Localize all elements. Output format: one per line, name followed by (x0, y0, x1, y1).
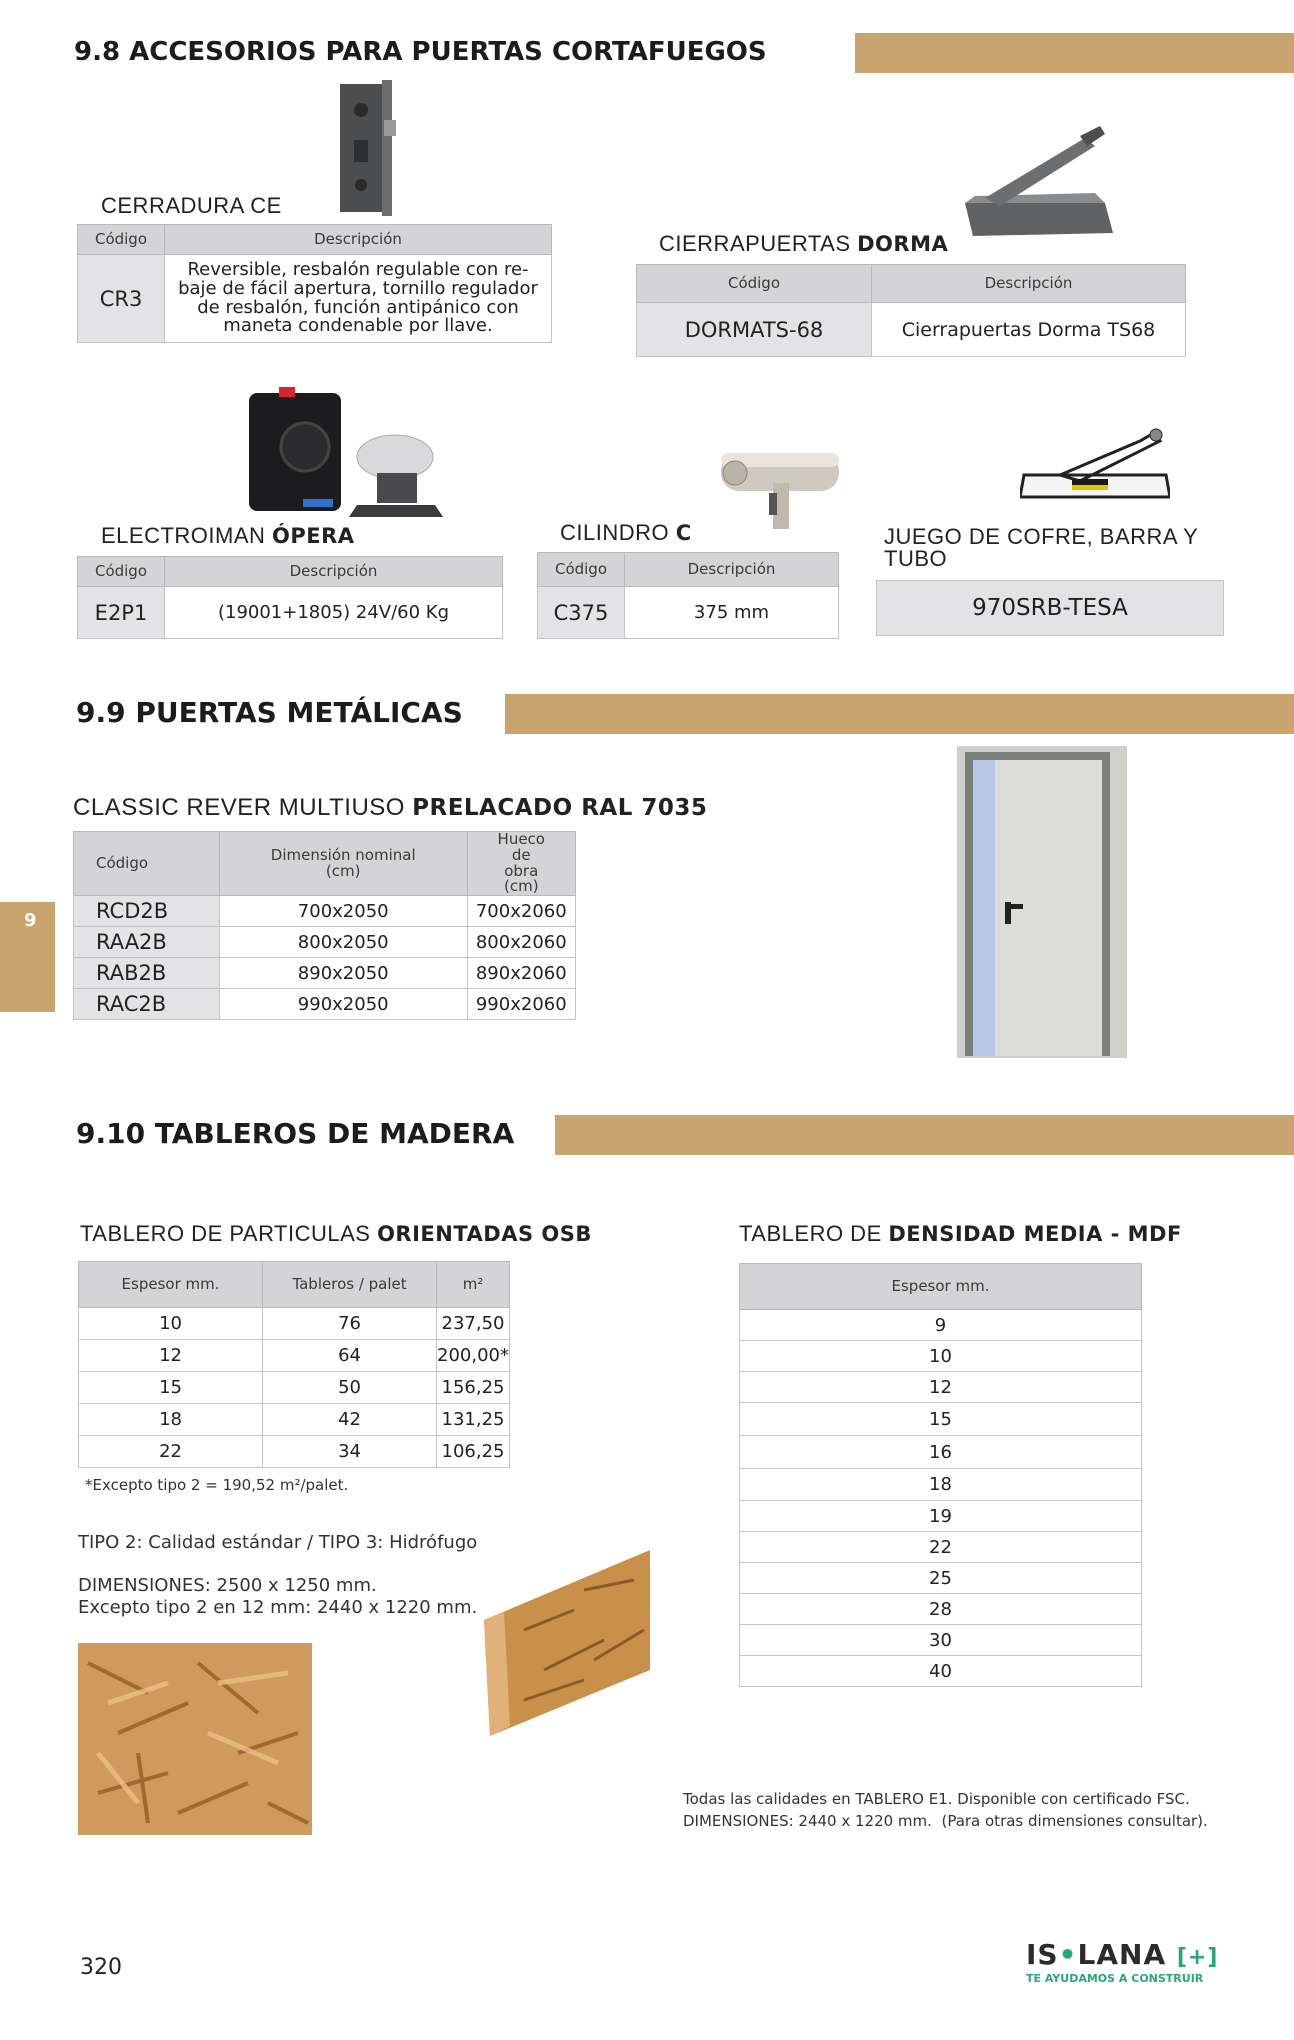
product-title-osb: TABLERO DE PARTICULAS ORIENTADAS OSB (80, 1221, 592, 1246)
espesor-cell: 22 (740, 1532, 1142, 1563)
table-cierrapuertas (636, 264, 1186, 357)
osb-dimensions-2: Excepto tipo 2 en 12 mm: 2440 x 1220 mm. (78, 1597, 478, 1618)
espesor-cell: 10 (740, 1341, 1142, 1372)
product-title-electroiman: ELECTROIMAN ÓPERA (101, 523, 355, 548)
col-header-desc: Descripción (165, 557, 503, 587)
hueco-cell: 990x2060 (467, 989, 575, 1020)
col-header-espesor: Espesor mm. (79, 1262, 263, 1308)
product-title-cierrapuertas: CIERRAPUERTAS DORMA (659, 231, 949, 256)
table-row (74, 958, 576, 989)
hueco-cell: 800x2060 (467, 927, 575, 958)
brand-logo (1026, 1938, 1226, 1988)
espesor-cell: 15 (740, 1403, 1142, 1436)
electromagnet-image (245, 387, 445, 527)
col-header-code: Código (538, 553, 625, 587)
espesor-cell: 18 (79, 1404, 263, 1436)
table-osb (78, 1261, 510, 1468)
mdf-note-1: Todas las calidades en TABLERO E1. Disponible con certificado FSC. (683, 1790, 1190, 1808)
col-header-desc: Descripción (872, 265, 1186, 303)
table-row (79, 1308, 510, 1340)
osb-board-edge-image (484, 1550, 650, 1736)
col-header-code: Código (74, 832, 220, 896)
section-band-9-8 (855, 33, 1294, 73)
espesor-cell: 25 (740, 1563, 1142, 1594)
code-cell: RCD2B (74, 896, 220, 927)
dimension-cell: 700x2050 (219, 896, 467, 927)
col-header-desc: Descripción (625, 553, 839, 587)
col-header-dimension: Dimensión nominal (cm) (219, 832, 467, 896)
product-title-cerradura: CERRADURA CE (101, 193, 282, 218)
table-row (740, 1501, 1142, 1532)
door-closer-image (955, 118, 1115, 253)
tableros-cell: 50 (263, 1372, 437, 1404)
table-row (79, 1372, 510, 1404)
m2-cell: 156,25 (437, 1372, 510, 1404)
section-band-9-9 (505, 694, 1294, 734)
col-header-desc: Descripción (165, 225, 552, 255)
table-row (740, 1625, 1142, 1656)
panic-bar-kit-image (1020, 423, 1170, 503)
lock-cylinder-image (713, 423, 845, 538)
tableros-cell: 76 (263, 1308, 437, 1340)
juego-code-box (876, 580, 1224, 636)
hueco-cell: 700x2060 (467, 896, 575, 927)
table-row (74, 896, 576, 927)
col-header-tableros: Tableros / palet (263, 1262, 437, 1308)
col-header-m2: m² (437, 1262, 510, 1308)
espesor-cell: 28 (740, 1594, 1142, 1625)
espesor-cell: 12 (740, 1372, 1142, 1403)
desc-cell: Reversible, resbalón regulable con re-baje de fácil apertura, tornillo regulador de resbalón, función antipánico con maneta condenable por llave. (165, 255, 552, 343)
lock-mortise-image (334, 80, 400, 216)
code-cell: CR3 (78, 255, 165, 343)
table-row (740, 1563, 1142, 1594)
espesor-cell: 12 (79, 1340, 263, 1372)
espesor-cell: 15 (79, 1372, 263, 1404)
table-row (740, 1532, 1142, 1563)
brand-plus-icon: [+] (1176, 1945, 1219, 1970)
col-header-code: Código (78, 557, 165, 587)
page-number: 320 (80, 1955, 122, 1980)
table-row (740, 1469, 1142, 1501)
table-row (740, 1656, 1142, 1687)
section-title-9-8: 9.8 ACCESORIOS PARA PUERTAS CORTAFUEGOS (74, 37, 767, 67)
table-row (74, 989, 576, 1020)
desc-cell: 375 mm (625, 587, 839, 639)
osb-tipo-text: TIPO 2: Calidad estándar / TIPO 3: Hidrófugo (78, 1532, 478, 1553)
table-row (79, 1436, 510, 1468)
table-row (740, 1310, 1142, 1341)
code-cell: RAC2B (74, 989, 220, 1020)
dimension-cell: 890x2050 (219, 958, 467, 989)
osb-footnote: *Excepto tipo 2 = 190,52 m²/palet. (85, 1476, 349, 1494)
espesor-cell: 9 (740, 1310, 1142, 1341)
code-cell: C375 (538, 587, 625, 639)
table-mdf (739, 1263, 1142, 1687)
table-row (740, 1372, 1142, 1403)
m2-cell: 237,50 (437, 1308, 510, 1340)
col-header-hueco: Hueco de obra (cm) (467, 832, 575, 896)
m2-cell: 131,25 (437, 1404, 510, 1436)
espesor-cell: 22 (79, 1436, 263, 1468)
dimension-cell: 990x2050 (219, 989, 467, 1020)
section-band-9-10 (555, 1115, 1294, 1155)
product-title-mdf: TABLERO DE DENSIDAD MEDIA - MDF (739, 1221, 1182, 1246)
espesor-cell: 10 (79, 1308, 263, 1340)
col-header-code: Código (637, 265, 872, 303)
espesor-cell: 19 (740, 1501, 1142, 1532)
table-row (740, 1594, 1142, 1625)
section-title-9-10: 9.10 TABLEROS DE MADERA (76, 1117, 515, 1150)
brand-o-mark: • (1058, 1938, 1078, 1971)
table-electroiman (77, 556, 503, 639)
col-header-espesor: Espesor mm. (740, 1264, 1142, 1310)
table-row (79, 1340, 510, 1372)
brand-wordmark: IS•LANA [+] (1026, 1938, 1219, 1971)
table-cerradura (77, 224, 552, 343)
hueco-cell: 890x2060 (467, 958, 575, 989)
table-row (740, 1403, 1142, 1436)
brand-tagline: TE AYUDAMOS A CONSTRUIR (1026, 1972, 1204, 1985)
desc-cell: (19001+1805) 24V/60 Kg (165, 587, 503, 639)
table-row (740, 1341, 1142, 1372)
code-cell: DORMATS-68 (637, 303, 872, 357)
m2-cell: 106,25 (437, 1436, 510, 1468)
product-title-cilindro: CILINDRO C (560, 520, 692, 545)
espesor-cell: 18 (740, 1469, 1142, 1501)
chapter-tab: 9 (0, 902, 55, 1012)
espesor-cell: 40 (740, 1656, 1142, 1687)
espesor-cell: 30 (740, 1625, 1142, 1656)
table-row (740, 1436, 1142, 1469)
dimension-cell: 800x2050 (219, 927, 467, 958)
tableros-cell: 42 (263, 1404, 437, 1436)
table-cilindro (537, 552, 839, 639)
code-cell: RAB2B (74, 958, 220, 989)
metal-door-image (957, 746, 1127, 1058)
table-row (79, 1404, 510, 1436)
osb-dimensions-1: DIMENSIONES: 2500 x 1250 mm. (78, 1575, 377, 1596)
table-row (74, 927, 576, 958)
m2-cell: 200,00* (437, 1340, 510, 1372)
espesor-cell: 16 (740, 1436, 1142, 1469)
osb-texture-image (78, 1643, 312, 1835)
tableros-cell: 34 (263, 1436, 437, 1468)
code-cell: 970SRB-TESA (972, 595, 1128, 621)
table-puertas (73, 831, 576, 1020)
mdf-note-2: DIMENSIONES: 2440 x 1220 mm. (Para otras dimensiones consultar). (683, 1812, 1208, 1830)
product-title-puertas: CLASSIC REVER MULTIUSO PRELACADO RAL 7035 (73, 794, 708, 821)
product-title-juego: JUEGO DE COFRE, BARRA Y TUBO (884, 524, 1198, 571)
code-cell: E2P1 (78, 587, 165, 639)
section-title-9-9: 9.9 PUERTAS METÁLICAS (76, 696, 463, 729)
desc-cell: Cierrapuertas Dorma TS68 (872, 303, 1186, 357)
code-cell: RAA2B (74, 927, 220, 958)
tableros-cell: 64 (263, 1340, 437, 1372)
col-header-code: Código (78, 225, 165, 255)
